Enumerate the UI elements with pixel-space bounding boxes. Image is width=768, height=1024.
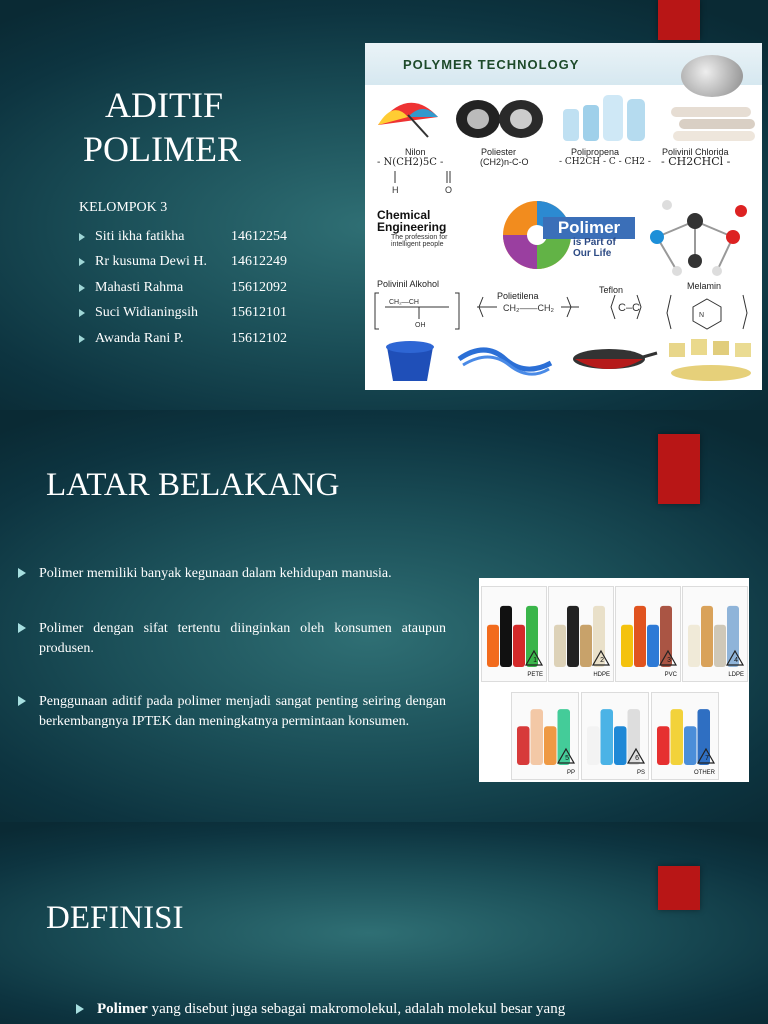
arrow-bullet-icon	[79, 233, 85, 241]
recycle-number: 6	[635, 755, 639, 762]
red-accent-bar	[658, 434, 700, 504]
recycle-code-cell	[651, 692, 719, 780]
plastic-recycling-codes-image	[479, 578, 749, 782]
recycle-code-label: PP	[566, 770, 575, 776]
bullet-1: Polimer memiliki banyak kegunaan dalam kehidupan manusia.	[18, 564, 446, 584]
polimer-logo-text: Polimer	[543, 217, 635, 239]
definition-bullet: Polimer yang disebut juga sebagai makromolekul, adalah molekul besar yang	[76, 1000, 628, 1020]
member-id: 14612254	[231, 228, 287, 244]
svg-text:CH₂—CH: CH₂—CH	[389, 299, 419, 306]
globe-logo	[681, 55, 743, 97]
red-accent-bar	[658, 0, 700, 40]
tires-icon	[453, 98, 548, 140]
recycle-code-label: PVC	[664, 672, 677, 678]
svg-text:OH: OH	[415, 322, 426, 329]
image-header: POLYMER TECHNOLOGY	[403, 57, 580, 72]
recycle-number: 7	[705, 755, 709, 762]
recycle-code-cell	[581, 692, 649, 780]
slide-1	[0, 0, 768, 410]
recycle-code-cell	[481, 586, 547, 682]
recycle-code-label: PETE	[527, 672, 543, 678]
svg-text:N: N	[699, 312, 705, 319]
bullet-3: Penggunaan aditif pada polimer menjadi sangat penting seiring dengan berkembangnya IPTEK dan meningkatnya permintaan konsumen.	[18, 692, 446, 731]
recycle-number: 3	[667, 657, 671, 664]
recycle-number: 4	[734, 657, 738, 664]
member-id: 14612249	[231, 254, 287, 270]
slide-1-title: ADITIF POLIMER	[83, 85, 242, 169]
arrow-bullet-icon	[79, 335, 85, 343]
member-row	[79, 224, 287, 250]
svg-text:H: H	[392, 185, 399, 195]
member-row	[79, 326, 287, 352]
member-id: 15612092	[231, 279, 287, 295]
member-name: Rr kusuma Dewi H.	[95, 254, 207, 270]
umbrella-icon	[373, 95, 443, 140]
svg-text:C–C: C–C	[618, 302, 641, 314]
member-name: Siti ikha fatikha	[95, 228, 185, 244]
member-name: Suci Widianingsih	[95, 305, 199, 321]
svg-text:CH₂——CH₂: CH₂——CH₂	[503, 303, 554, 313]
red-accent-bar	[658, 866, 700, 910]
pvc-pipes-icon	[667, 101, 759, 143]
blue-bucket-icon	[381, 337, 439, 383]
bullet-2: Polimer dengan sifat tertentu diinginkan oleh konsumen ataupun produsen.	[18, 619, 446, 658]
recycle-code-label: PS	[636, 770, 645, 776]
member-list	[79, 200, 287, 352]
recycle-number: 5	[565, 755, 569, 762]
arrow-bullet-icon	[79, 309, 85, 317]
polymer-technology-image: POLYMER TECHNOLOGY Nilon Poliester Polipropena Polivinil Chlorida - N(CH2)5C - (CH2)n-C-O - CH2CH - C - CH2 - - CH2CHCl - H O Chemical Engineering The profession for intelligent people Polimer is Part of Our Life Polivinil Alkohol Polietilena Teflon Melamin CH₂—CH OH CH₂——CH₂ C–C N	[365, 43, 762, 390]
group-label: KELOMPOK 3	[79, 200, 168, 215]
member-id: 15612102	[231, 330, 287, 346]
arrow-bullet-icon	[79, 258, 85, 266]
recycle-code-cell	[511, 692, 579, 780]
slide-3	[0, 822, 768, 1024]
slide-3-title: DEFINISI	[46, 900, 184, 936]
member-row	[79, 275, 287, 301]
molecule-model-icon	[637, 191, 755, 283]
recycle-number: 2	[600, 657, 604, 664]
chemical-engineering-logo: Chemical Engineering The profession for intelligent people	[377, 208, 448, 248]
recycle-code-cell	[682, 586, 748, 682]
cable-icon	[455, 339, 555, 379]
recycle-code-label: HDPE	[593, 672, 610, 678]
recycle-code-cell	[548, 586, 614, 682]
pan-icon	[563, 343, 659, 379]
member-name: Mahasti Rahma	[95, 279, 184, 295]
slide-2-title: LATAR BELAKANG	[46, 467, 340, 503]
member-row	[79, 301, 287, 327]
member-id: 15612101	[231, 305, 287, 321]
arrow-bullet-icon	[79, 284, 85, 292]
member-name: Awanda Rani P.	[95, 330, 184, 346]
member-row	[79, 250, 287, 276]
svg-text:O: O	[445, 185, 453, 195]
water-bottles-icon	[557, 91, 652, 143]
melamine-ware-icon	[665, 333, 757, 385]
slide-2	[0, 410, 768, 822]
recycle-number: 1	[533, 657, 537, 664]
recycle-code-label: LDPE	[728, 672, 744, 678]
recycle-code-cell	[615, 586, 681, 682]
recycle-code-label: OTHER	[694, 770, 715, 776]
